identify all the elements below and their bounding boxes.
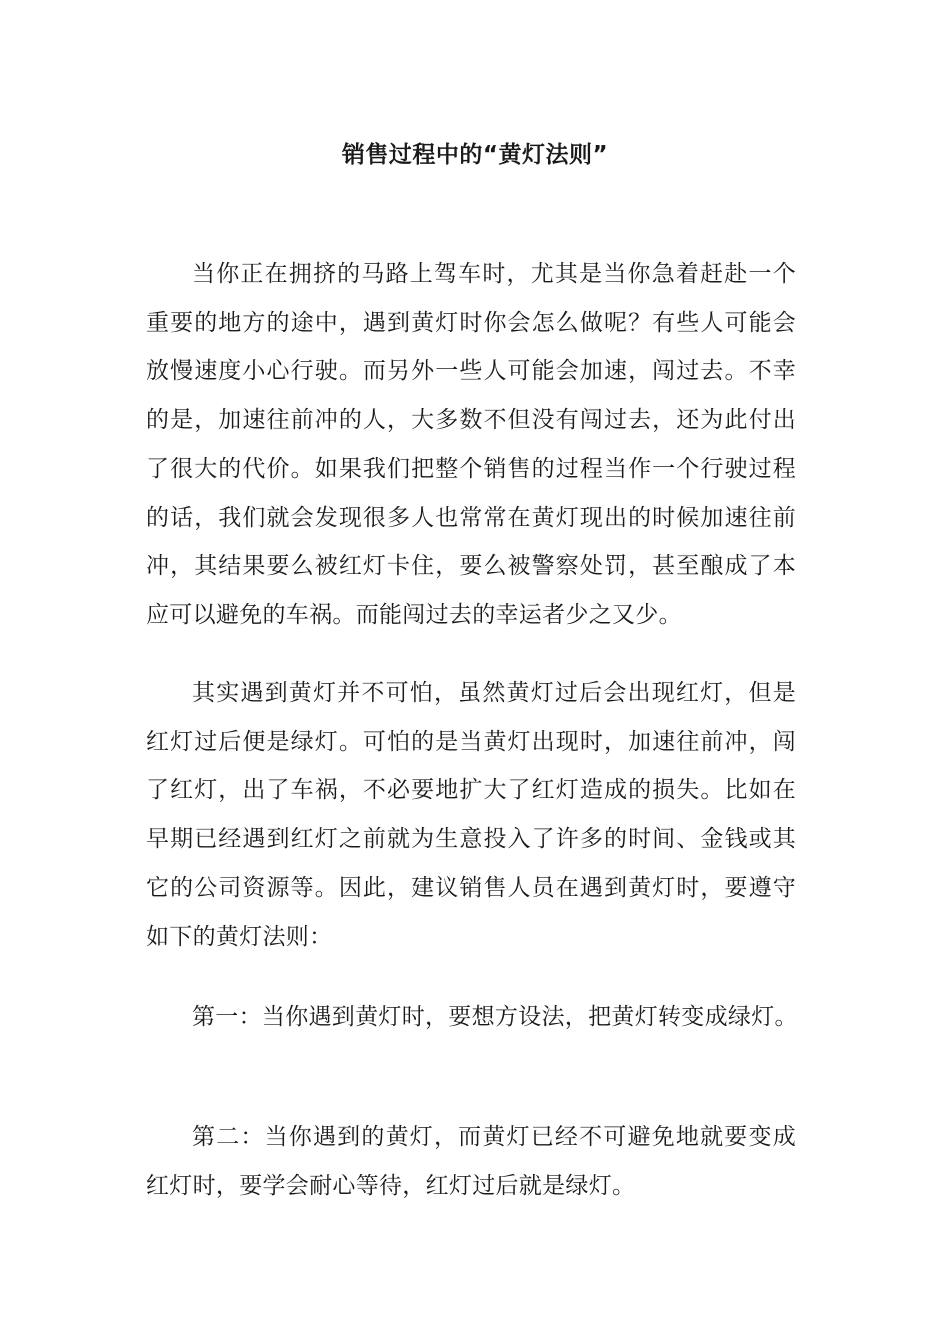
document-title: 销售过程中的“黄灯法则”: [341, 142, 609, 168]
paragraph-rule-two: 第二：当你遇到的黄灯，而黄灯已经不可避免地就要变成红灯时，要学会耐心等待，红灯过后就是绿灯。: [146, 1124, 796, 1199]
paragraph-explanation: 其实遇到黄灯并不可怕，虽然黄灯过后会出现红灯，但是红灯过后便是绿灯。可怕的是当黄灯出现时，加速往前冲，闯了红灯，出了车祸，不必要地扩大了红灯造成的损失。比如在早期已经遇到红灯之前就为生意投入了许多的时间、金钱或其它的公司资源等。因此，建议销售人员在遇到黄灯时，要遵守如下的黄灯法则：: [146, 680, 796, 950]
paragraph-rule-one: 第一：当你遇到黄灯时，要想方设法，把黄灯转变成绿灯。: [192, 1004, 798, 1030]
paragraph-intro: 当你正在拥挤的马路上驾车时，尤其是当你急着赶赴一个重要的地方的途中，遇到黄灯时你会怎么做呢？有些人可能会放慢速度小心行驶。而另外一些人可能会加速，闯过去。不幸的是，加速往前冲的人，大多数不但没有闯过去，还为此付出了很大的代价。如果我们把整个销售的过程当作一个行驶过程的话，我们就会发现很多人也常常在黄灯现出的时候加速往前冲，其结果要么被红灯卡住，要么被警察处罚，甚至酿成了本应可以避免的车祸。而能闯过去的幸运者少之又少。: [146, 261, 796, 628]
